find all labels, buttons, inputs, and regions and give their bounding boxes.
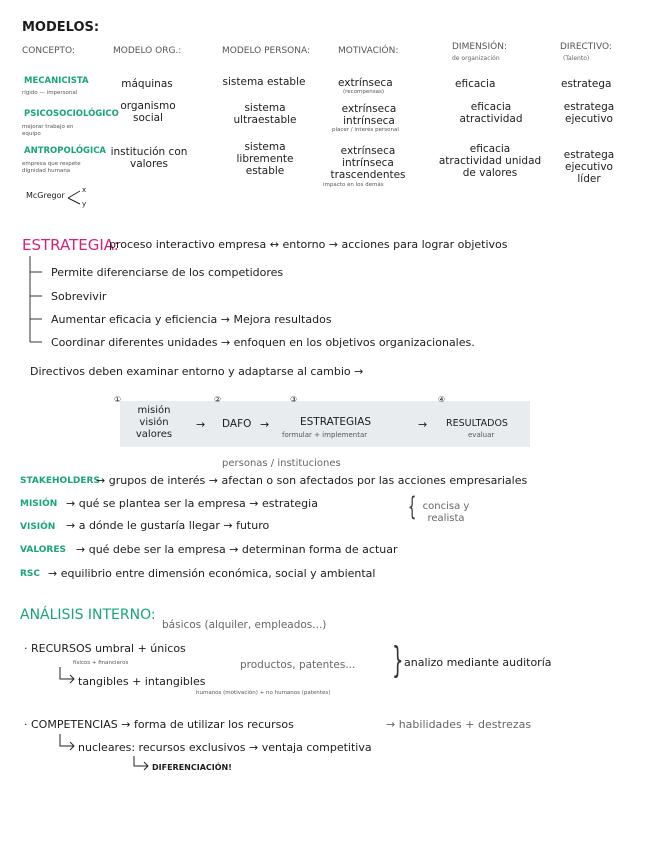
flow-arrow: → — [260, 418, 270, 431]
dimension-cell: eficacia — [455, 78, 496, 90]
concepto-note: rígido — impersonal — [22, 90, 78, 96]
header-dimension-sub: de organización — [452, 55, 500, 62]
sub-arrow-icon — [58, 667, 76, 685]
concepto-mecanicista: MECANICISTA — [24, 76, 89, 86]
mision-label: MISIÓN — [20, 499, 58, 509]
step4-label: RESULTADOS — [446, 418, 508, 429]
nucleares-line: nucleares: recursos exclusivos → ventaja competitiva — [78, 741, 372, 754]
concepto-note: mejorar trabajo en equipo — [22, 124, 74, 137]
directivo-cell: estratega — [561, 78, 612, 90]
estrategia-title: ESTRATEGIA: — [22, 236, 119, 254]
sub-arrow-icon — [58, 734, 76, 752]
personas-note: personas / instituciones — [222, 458, 341, 469]
motivacion-cell: extrínseca intrínseca — [341, 103, 397, 127]
mcgregor-y: y — [82, 200, 87, 208]
motivacion-cell: extrínseca intrínseca trascendentes — [330, 145, 406, 181]
competencias-line: · COMPETENCIAS → forma de utilizar los recursos — [24, 718, 294, 731]
estrategia-point: Aumentar eficacia y eficiencia → Mejora resultados — [51, 313, 332, 326]
modelos-title: MODELOS: — [22, 20, 100, 35]
modelo-org-cell: organismo social — [120, 100, 176, 124]
productos-note: productos, patentes... — [240, 659, 356, 671]
concepto-antropologica: ANTROPOLÓGICA — [24, 146, 107, 156]
header-modelo-persona: MODELO PERSONA: — [222, 46, 311, 56]
analisis-title: ANÁLISIS INTERNO: — [20, 607, 156, 623]
directivo-cell: estratega ejecutivo — [563, 101, 615, 125]
step2-label: DAFO — [222, 418, 252, 430]
step1-label: misión visión valores — [135, 405, 173, 440]
header-dimension: DIMENSIÓN: — [452, 42, 507, 52]
motivacion-note: (recompensas) — [343, 89, 385, 95]
tangibles-line: tangibles + intangibles — [78, 675, 206, 688]
motivacion-note: impacto en los demás — [323, 182, 384, 188]
stakeholders-label: STAKEHOLDERS — [20, 476, 100, 486]
header-concepto: CONCEPTO: — [22, 46, 75, 56]
step4-sub: evaluar — [468, 431, 495, 439]
directivo-cell: estratega ejecutivo líder — [563, 149, 615, 185]
estrategia-definition: proceso interactivo empresa ↔ entorno → acciones para lograr objetivos — [109, 238, 508, 251]
flow-arrow: → — [196, 418, 206, 431]
step1-number: ① — [114, 395, 122, 404]
estrategia-point: Coordinar diferentes unidades → enfoquen en los objetivos organizacionales. — [51, 336, 475, 349]
header-directivo-sub: (Talento) — [563, 55, 590, 62]
mision-text: → qué se plantea ser la empresa → estrategia — [66, 497, 318, 510]
concepto-psicosociologico: PSICOSOCIOLÓGICO — [24, 109, 119, 119]
mcgregor-fork-icon — [66, 187, 90, 209]
valores-text: → qué debe ser la empresa → determinan forma de actuar — [76, 543, 398, 556]
step4-number: ④ — [438, 395, 446, 404]
recursos-line: · RECURSOS umbral + únicos — [24, 642, 186, 655]
modelo-persona-cell: sistema estable — [222, 76, 306, 88]
brace-icon: { — [408, 492, 417, 522]
stakeholders-text: → grupos de interés → afectan o son afectados por las acciones empresariales — [96, 474, 528, 487]
dimension-cell: eficacia atractividad — [459, 101, 523, 125]
modelo-org-cell: institución con valores — [110, 146, 188, 170]
diferenciacion-note: DIFERENCIACIÓN! — [152, 763, 232, 772]
auditoria-note: analizo mediante auditoría — [404, 656, 552, 669]
modelo-persona-cell: sistema libremente estable — [236, 141, 294, 177]
directivos-text: Directivos deben examinar entorno y adaptarse al cambio → — [30, 365, 364, 378]
header-modelo-org: MODELO ORG.: — [113, 46, 182, 56]
mcgregor-label: McGregor — [26, 191, 65, 200]
vision-text: → a dónde le gustaría llegar → futuro — [66, 519, 270, 532]
motivacion-cell: extrínseca — [338, 77, 393, 89]
sub-arrow-icon — [132, 756, 150, 772]
estrategia-tree-lines — [26, 256, 50, 346]
brace-icon: } — [392, 640, 404, 681]
vision-label: VISIÓN — [20, 522, 56, 532]
rsc-label: RSC — [20, 569, 41, 579]
header-motivacion: MOTIVACIÓN: — [338, 46, 399, 56]
modelo-persona-cell: sistema ultraestable — [233, 102, 297, 126]
rsc-text: → equilibrio entre dimensión económica, social y ambiental — [48, 567, 376, 580]
concisa-note: concisa y realista — [422, 501, 470, 524]
step2-number: ② — [214, 395, 222, 404]
step3-label: ESTRATEGIAS — [300, 416, 372, 428]
modelo-org-cell: máquinas — [121, 78, 173, 90]
motivacion-note: placer / interés personal — [332, 127, 399, 133]
estrategia-point: Sobrevivir — [51, 290, 107, 303]
step3-number: ③ — [290, 395, 298, 404]
dimension-cell: eficacia atractividad unidad de valores — [438, 143, 542, 179]
estrategia-point: Permite diferenciarse de los competidores — [51, 266, 284, 279]
mcgregor-x: x — [82, 186, 87, 194]
flow-arrow: → — [418, 418, 428, 431]
concepto-note: empresa que respete dignidad humana — [22, 161, 81, 174]
step3-sub: formular + implementar — [282, 431, 368, 439]
valores-label: VALORES — [20, 545, 66, 555]
basicos-note: básicos (alquiler, empleados...) — [162, 619, 327, 631]
intangibles-note: humanos (motivación) + no humanos (patentes) — [196, 690, 331, 696]
habilidades-note: → habilidades + destrezas — [386, 718, 532, 731]
recursos-note: físicos + financieros — [73, 660, 129, 666]
header-directivo: DIRECTIVO: — [560, 42, 612, 52]
